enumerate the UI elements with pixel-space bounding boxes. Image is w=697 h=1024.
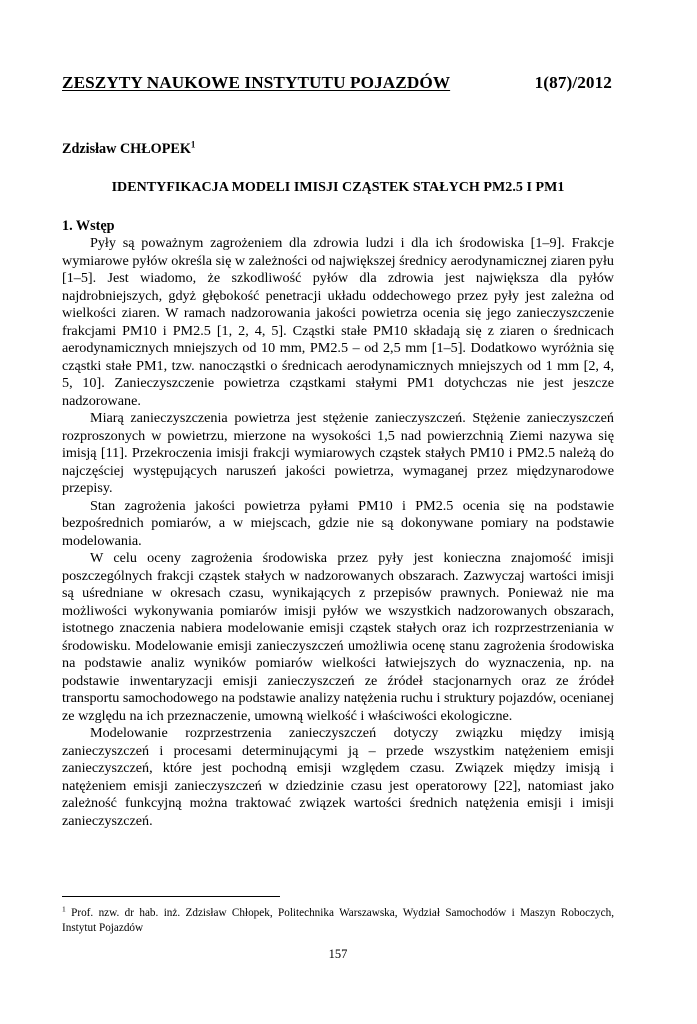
paper-title: IDENTYFIKACJA MODELI IMISJI CZĄSTEK STAŁYCH PM2.5 I PM1	[111, 180, 565, 195]
paragraph: Stan zagrożenia jakości powietrza pyłami PM10 i PM2.5 ocenia się na podstawie bezpośrednich pomiarów, a w miejscach, gdzie nie są dokonywane pomiary na podstawie modelowania.	[62, 497, 614, 549]
journal-title: ZESZYTY NAUKOWE INSTYTUTU POJAZDÓW	[62, 73, 451, 92]
paragraph: Miarą zanieczyszczenia powietrza jest stężenie zanieczyszczeń. Stężenie zanieczyszczeń rozproszonych w powietrzu, mierzone na wysokości 1,5 nad powierzchnią Ziemi nazywa się imisją [11]. Przekroczenia imisji frakcji wymiarowych cząstek stałych PM10 i PM2.5 należą do najczęściej występujących naruszeń jakości powietrza, wymaganej przez międzynarodowe przepisy.	[62, 410, 614, 496]
footnote-text: Prof. nzw. dr hab. inż. Zdzisław Chłopek, Politechnika Warszawska, Wydział Samochodów i Maszyn Roboczych, Instytut Pojazdów	[62, 907, 615, 934]
paragraph: W celu oceny zagrożenia środowiska przez pyły jest konieczna znajomość imisji poszczególnych frakcji cząstek stałych w nadzorowanych obszarach. Zazwyczaj wartości imisji są uśredniane w okresach czasu, wynikających z przepisów prawnych. Ponieważ nie ma możliwości wykonywania pomiarów imisji pyłów we wszystkich nadzorowanych obszarach, istotnego znaczenia nabiera modelowanie emisji cząstek stałych oraz ich rozprzestrzeniania w środowisku. Modelowanie emisji zanieczyszczeń umożliwia ocenę stanu zagrożenia środowiska na podstawie analiz wyników pomiarów wielkości łatwiejszych do wyznaczenia, np. na podstawie inwentaryzacji emisji zanieczyszczeń ze źródeł stacjonarnych oraz ze źródeł transportu samochodowego na podstawie analizy natężenia ruchu i struktury pojazdów, ocenianej ze względu na ich przeznaczenie, umowną wielkość i właściwości ekologiczne.	[62, 550, 614, 724]
footnote	[62, 906, 614, 935]
page-number: 157	[328, 947, 348, 961]
author-name: Zdzisław CHŁOPEK	[62, 141, 191, 157]
footnote-divider	[62, 896, 280, 897]
paragraph: Pyły są poważnym zagrożeniem dla zdrowia ludzi i dla ich środowiska [1–9]. Frakcje wymiarowe pyłów określa się w zależności od największej średnicy aerodynamicznej ziaren pyłu [1–5]. Jest wiadomo, że szkodliwość pyłów dla zdrowia jest największa dla pyłów najdrobniejszych, gdyż głębokość penetracji układu oddechowego przez pyły jest zależna od wielkości ziaren. W ramach nadzorowania jakości powietrza ocenia się jego zanieczyszczenie frakcjami PM10 i PM2.5 [1, 2, 4, 5]. Cząstki stałe PM10 składają się z ziaren o średnicach aerodynamicznych mniejszych od 10 mm, PM2.5 – od 2,5 mm [1–5]. Dodatkowo wyróżnia się cząstki stałe PM1, tzw. nanocząstki o średnicach aerodynamicznych mniejszych od 1 mm [2, 4, 5, 10]. Zanieczyszczenie powietrza cząstkami stałymi PM1 dotychczas nie jest jeszcze nadzorowane.	[62, 235, 614, 409]
issue-number: 1(87)/2012	[534, 73, 612, 92]
author-line	[62, 141, 195, 158]
section-heading: 1. Wstęp	[62, 218, 115, 234]
author-footnote-mark: 1	[190, 139, 196, 150]
paragraph: Modelowanie rozprzestrzenia zanieczyszczeń dotyczy związku między imisją zanieczyszczeń i procesami determinującymi ją – przede wszystkim natężeniem emisji zanieczyszczeń, które jest pochodną emisji względem czasu. Związek między imisją i natężeniem emisji zanieczyszczeń w dziedzinie czasu jest operatorowy [22], natomiast jako zależność funkcyjną można traktować związek wartości średnich natężenia emisji i imisji zanieczyszczeń.	[62, 725, 614, 829]
body-text	[62, 235, 614, 830]
footnote-mark: 1	[62, 904, 66, 914]
